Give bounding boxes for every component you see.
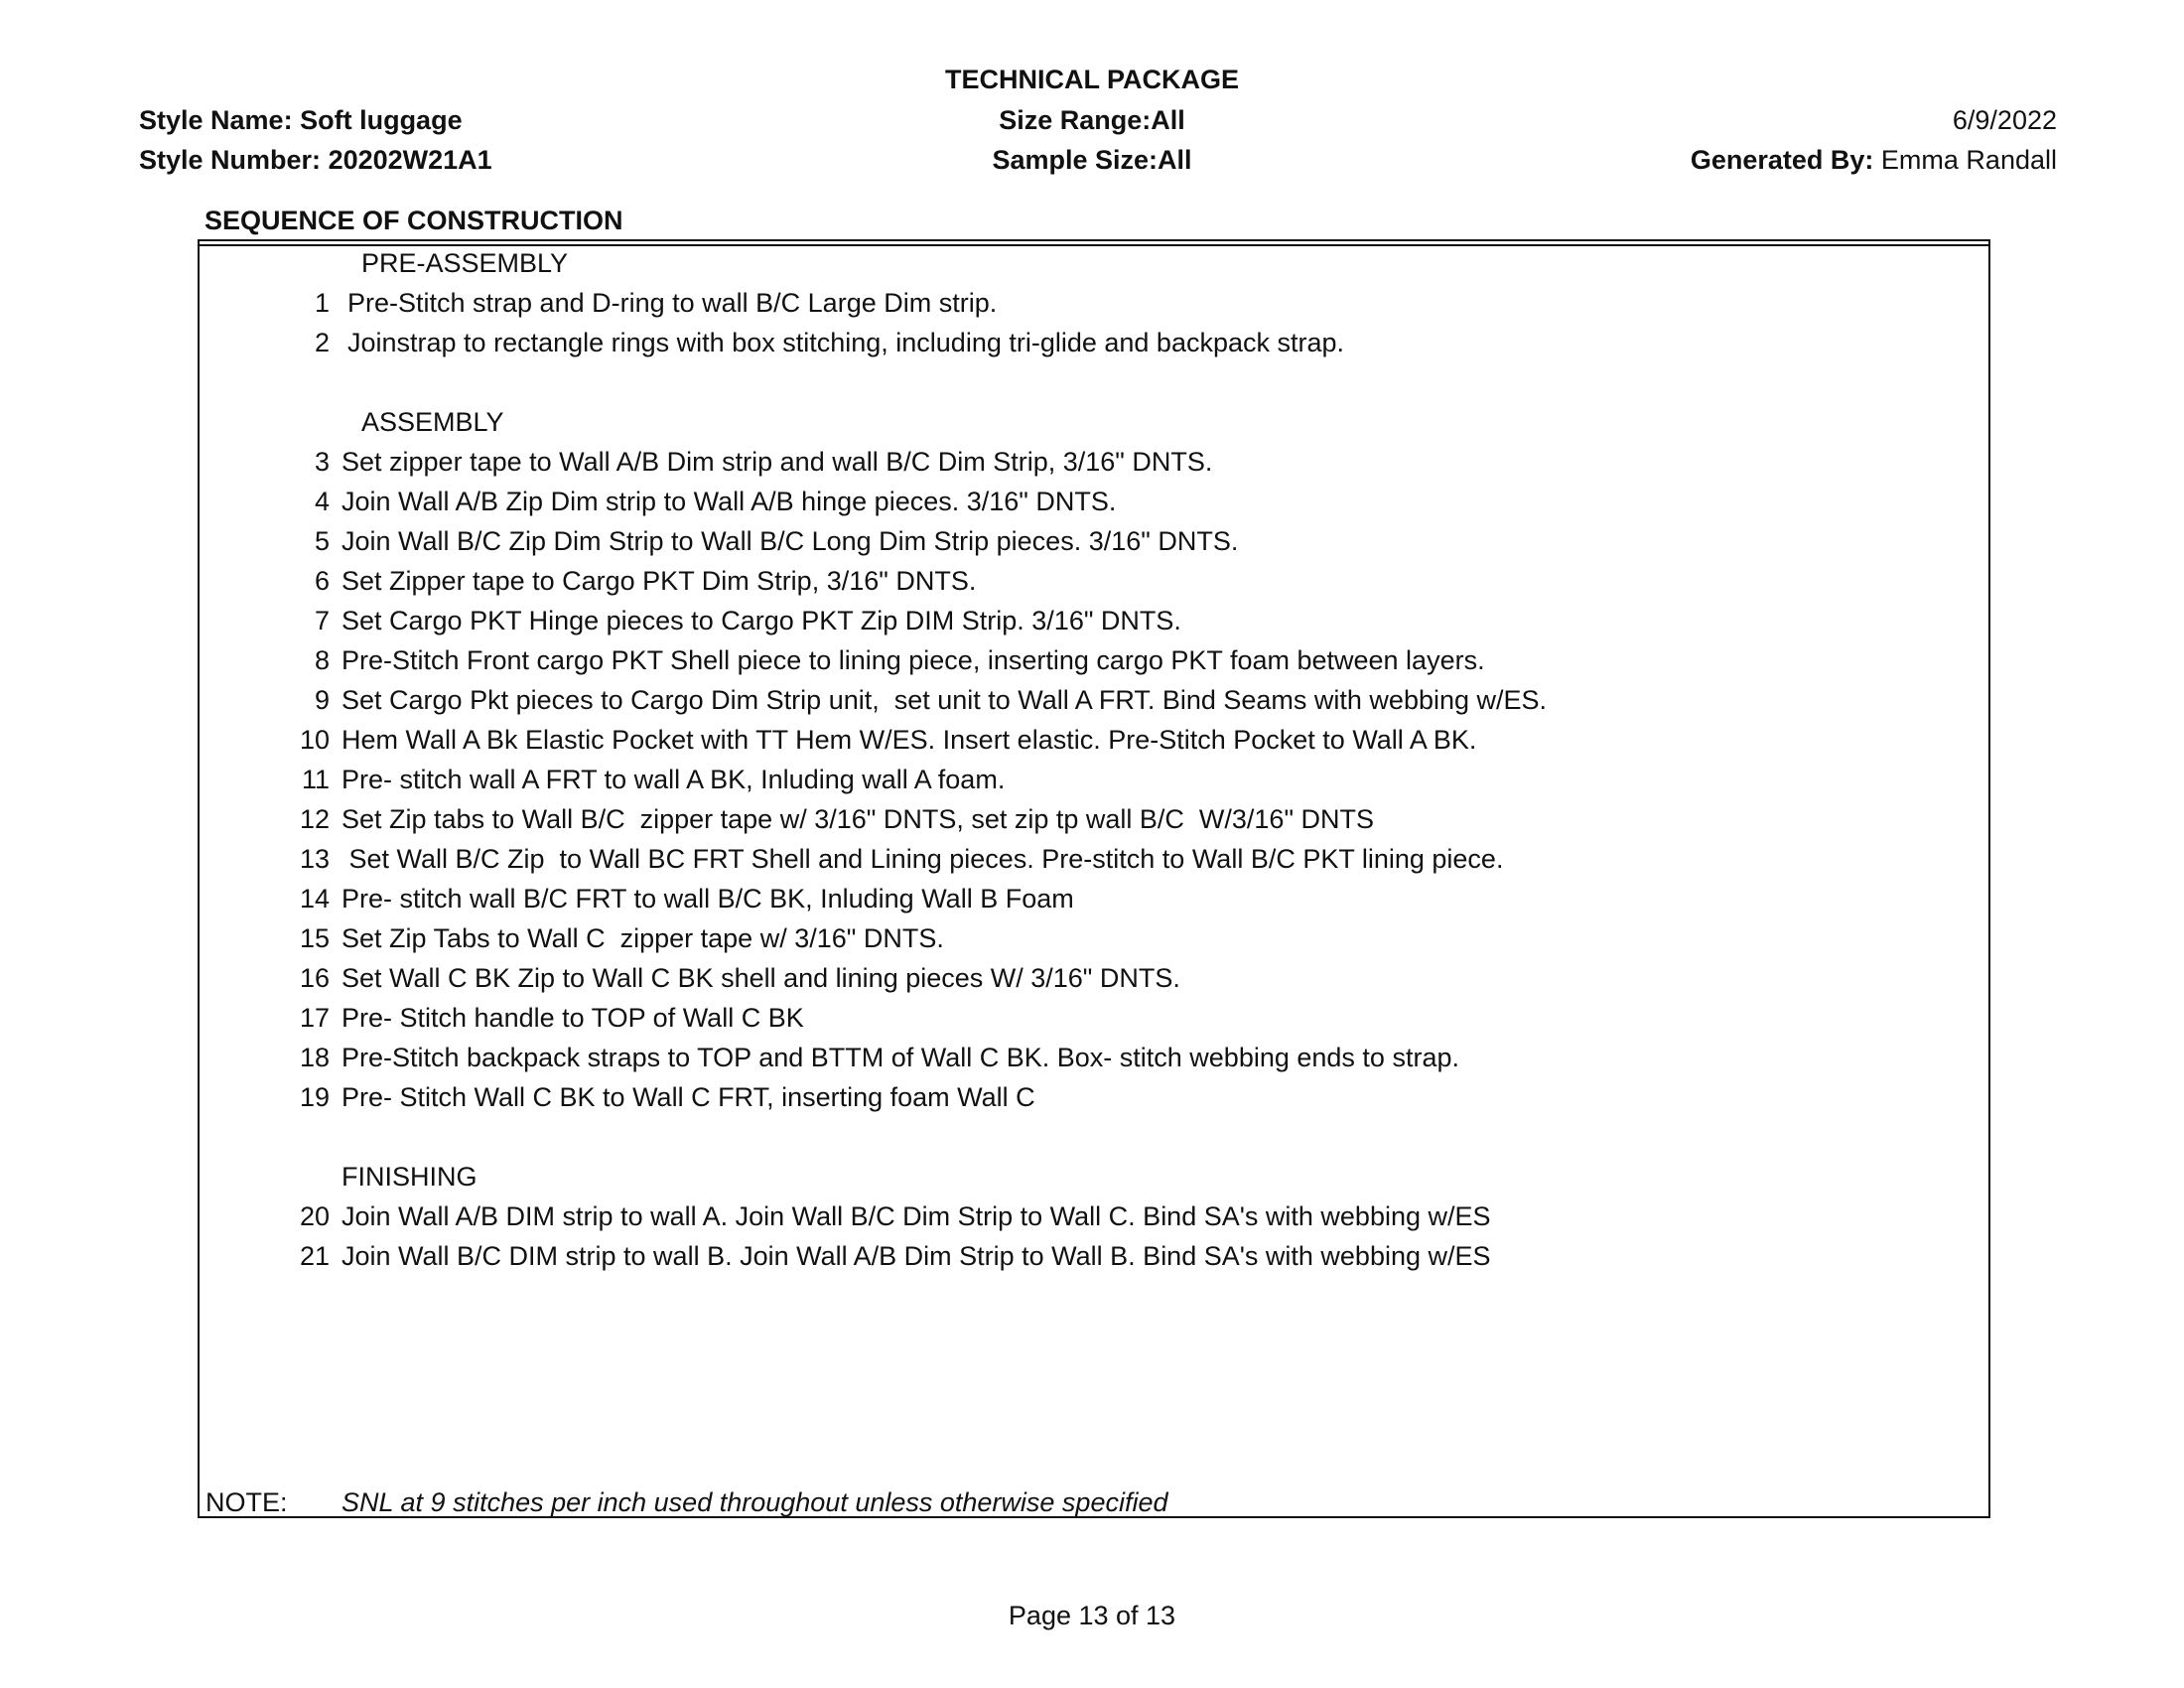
finishing-heading: FINISHING bbox=[341, 1162, 478, 1192]
step-text: Join Wall B/C DIM strip to wall B. Join Wall A/B Dim Strip to Wall B. Bind SA's with webbing w/ES bbox=[341, 1241, 1491, 1271]
step-number: 20 bbox=[299, 1201, 330, 1231]
step-number: 11 bbox=[301, 765, 330, 794]
style-number-label: Style Number: bbox=[139, 145, 322, 175]
generated-by bbox=[1691, 143, 2057, 177]
note-text: SNL at 9 stitches per inch used throughout unless otherwise specified bbox=[341, 1487, 1168, 1517]
step-text: Set Wall B/C Zip to Wall BC FRT Shell and Lining pieces. Pre-stitch to Wall B/C PKT lining piece. bbox=[341, 844, 1504, 874]
step-text: Pre- stitch wall A FRT to wall A BK, Inluding wall A foam. bbox=[341, 765, 1006, 794]
step-number: 5 bbox=[314, 526, 330, 556]
assembly-heading: ASSEMBLY bbox=[361, 407, 504, 437]
step-text: Set Zip tabs to Wall B/C zipper tape w/ 3/16" DNTS, set zip tp wall B/C W/3/16" DNTS bbox=[341, 804, 1375, 834]
step-number: 18 bbox=[299, 1043, 330, 1072]
step-number: 19 bbox=[299, 1082, 330, 1112]
note-label: NOTE: bbox=[205, 1487, 288, 1517]
step-text: Pre-Stitch Front cargo PKT Shell piece to lining piece, inserting cargo PKT foam between layers. bbox=[341, 645, 1485, 675]
step-text: Pre- Stitch Wall C BK to Wall C FRT, inserting foam Wall C bbox=[341, 1082, 1035, 1112]
step-text: Pre- stitch wall B/C FRT to wall B/C BK, Inluding Wall B Foam bbox=[341, 884, 1074, 914]
step-text: Set Cargo PKT Hinge pieces to Cargo PKT Zip DIM Strip. 3/16" DNTS. bbox=[341, 606, 1181, 635]
step-text: Pre- Stitch handle to TOP of Wall C BK bbox=[341, 1003, 804, 1033]
step-text: Set Zipper tape to Cargo PKT Dim Strip, 3/16" DNTS. bbox=[341, 566, 977, 596]
step-text: Set Wall C BK Zip to Wall C BK shell and lining pieces W/ 3/16" DNTS. bbox=[341, 963, 1180, 993]
step-number: 21 bbox=[299, 1241, 330, 1271]
style-number bbox=[139, 143, 492, 177]
step-number: 6 bbox=[314, 566, 330, 596]
style-name-value: Soft luggage bbox=[300, 105, 463, 135]
step-number: 1 bbox=[314, 288, 330, 318]
step-number: 9 bbox=[314, 685, 330, 715]
step-text: Pre-Stitch backpack straps to TOP and BTTM of Wall C BK. Box- stitch webbing ends to strap. bbox=[341, 1043, 1459, 1072]
step-number: 7 bbox=[314, 606, 330, 635]
step-number: 4 bbox=[314, 487, 330, 516]
document-title: TECHNICAL PACKAGE bbox=[944, 65, 1239, 94]
step-number: 8 bbox=[314, 645, 330, 675]
step-text: Set Cargo Pkt pieces to Cargo Dim Strip unit, set unit to Wall A FRT. Bind Seams with webbing w/ES. bbox=[341, 685, 1548, 715]
generated-by-value: Emma Randall bbox=[1880, 145, 2057, 175]
step-text: Join Wall B/C Zip Dim Strip to Wall B/C Long Dim Strip pieces. 3/16" DNTS. bbox=[341, 526, 1239, 556]
step-number: 2 bbox=[314, 328, 330, 357]
section-title: SEQUENCE OF CONSTRUCTION bbox=[205, 206, 623, 235]
step-number: 14 bbox=[299, 884, 330, 914]
sample-size: Sample Size:All bbox=[992, 145, 1192, 175]
step-number: 15 bbox=[299, 923, 330, 953]
step-text: Set Zip Tabs to Wall C zipper tape w/ 3/16" DNTS. bbox=[341, 923, 944, 953]
step-number: 17 bbox=[299, 1003, 330, 1033]
step-number: 12 bbox=[299, 804, 330, 834]
page-number: Page 13 of 13 bbox=[1008, 1601, 1176, 1630]
generated-by-label: Generated By: bbox=[1690, 145, 1874, 175]
step-text: Hem Wall A Bk Elastic Pocket with TT Hem W/ES. Insert elastic. Pre-Stitch Pocket to Wall A BK. bbox=[341, 725, 1477, 755]
step-text: Pre-Stitch strap and D-ring to wall B/C Large Dim strip. bbox=[347, 288, 998, 318]
style-number-value: 20202W21A1 bbox=[328, 145, 492, 175]
document-date: 6/9/2022 bbox=[1952, 105, 2057, 135]
step-number: 16 bbox=[299, 963, 330, 993]
step-number: 3 bbox=[314, 447, 330, 477]
style-name bbox=[139, 103, 463, 137]
step-text: Joinstrap to rectangle rings with box stitching, including tri-glide and backpack strap. bbox=[347, 328, 1345, 357]
pre-assembly-heading: PRE-ASSEMBLY bbox=[361, 248, 569, 278]
size-range: Size Range:All bbox=[999, 105, 1185, 135]
step-number: 10 bbox=[299, 725, 330, 755]
step-text: Set zipper tape to Wall A/B Dim strip and wall B/C Dim Strip, 3/16" DNTS. bbox=[341, 447, 1213, 477]
step-text: Join Wall A/B Zip Dim strip to Wall A/B hinge pieces. 3/16" DNTS. bbox=[341, 487, 1117, 516]
style-name-label: Style Name: bbox=[139, 105, 293, 135]
step-number: 13 bbox=[299, 844, 330, 874]
step-text: Join Wall A/B DIM strip to wall A. Join Wall B/C Dim Strip to Wall C. Bind SA's with webbing w/ES bbox=[341, 1201, 1491, 1231]
